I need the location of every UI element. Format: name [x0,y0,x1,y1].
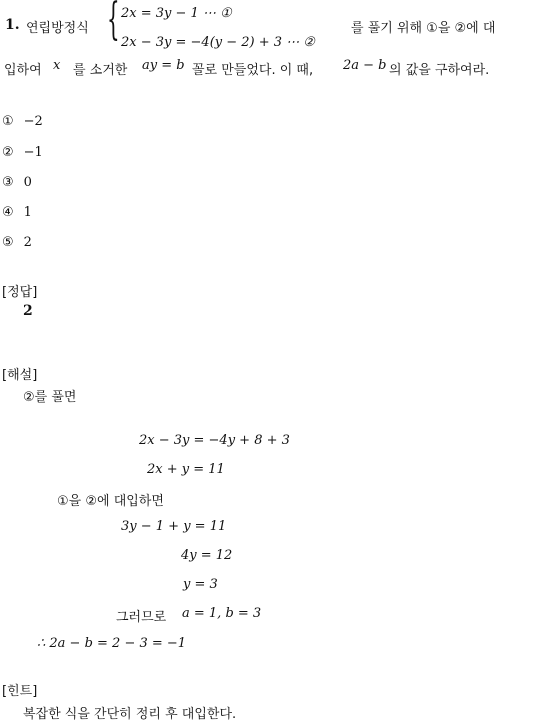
variable-x: x [53,58,61,73]
question-line2-a: 입하여 [4,63,42,78]
hint-text: 복잡한 식을 간단히 정리 후 대입한다. [23,707,237,722]
question-lead: 연립방정식 [26,21,89,36]
step-3: 3y − 1 + y = 11 [121,519,227,534]
step-2: 2x + y = 11 [147,462,225,477]
choice-mark: ⑤ [2,235,14,250]
question-line2-b: 를 소거한 [73,63,128,78]
expression-2a-b: 2a − b [343,58,387,73]
choice-3[interactable] [2,175,32,190]
choice-1[interactable] [2,114,43,129]
choice-mark: ④ [2,205,14,220]
hint-label: [힌트] [2,684,38,699]
answer-label: [정답] [2,285,38,300]
explanation-intro: ②를 풀면 [23,390,77,405]
choice-2[interactable] [2,145,43,160]
answer-value: 2 [23,303,33,319]
equation-1: 2x = 3y − 1 ⋯ ① [121,6,232,21]
form-ay-b: ay = b [142,58,185,73]
choice-value: 2 [23,235,32,250]
question-line2-d: 의 값을 구하여라. [389,63,490,78]
therefore-values: a = 1, b = 3 [182,606,262,621]
choice-mark: ① [2,114,14,129]
final-result: ∴ 2a − b = 2 − 3 = −1 [37,636,187,651]
step-1: 2x − 3y = −4y + 8 + 3 [139,433,290,448]
step-4: 4y = 12 [181,548,233,563]
choice-4[interactable] [2,205,32,220]
step-5: y = 3 [183,577,218,592]
choice-mark: ② [2,145,14,160]
choice-value: −2 [23,114,43,129]
choice-mark: ③ [2,175,14,190]
choice-value: −1 [23,145,43,160]
equation-2: 2x − 3y = −4(y − 2) + 3 ⋯ ② [121,35,315,50]
explanation-label: [해설] [2,368,38,383]
choice-value: 0 [23,175,32,190]
question-number: 1. [5,17,20,33]
question-line2-c: 꼴로 만들었다. 이 때, [192,63,314,78]
choice-value: 1 [23,205,32,220]
choice-5[interactable] [2,235,32,250]
system-brace: { [107,0,120,45]
substitution-text: ①을 ②에 대입하면 [57,494,164,509]
question-tail: 를 풀기 위해 ①을 ②에 대 [351,21,496,36]
therefore-text: 그러므로 [116,610,167,625]
